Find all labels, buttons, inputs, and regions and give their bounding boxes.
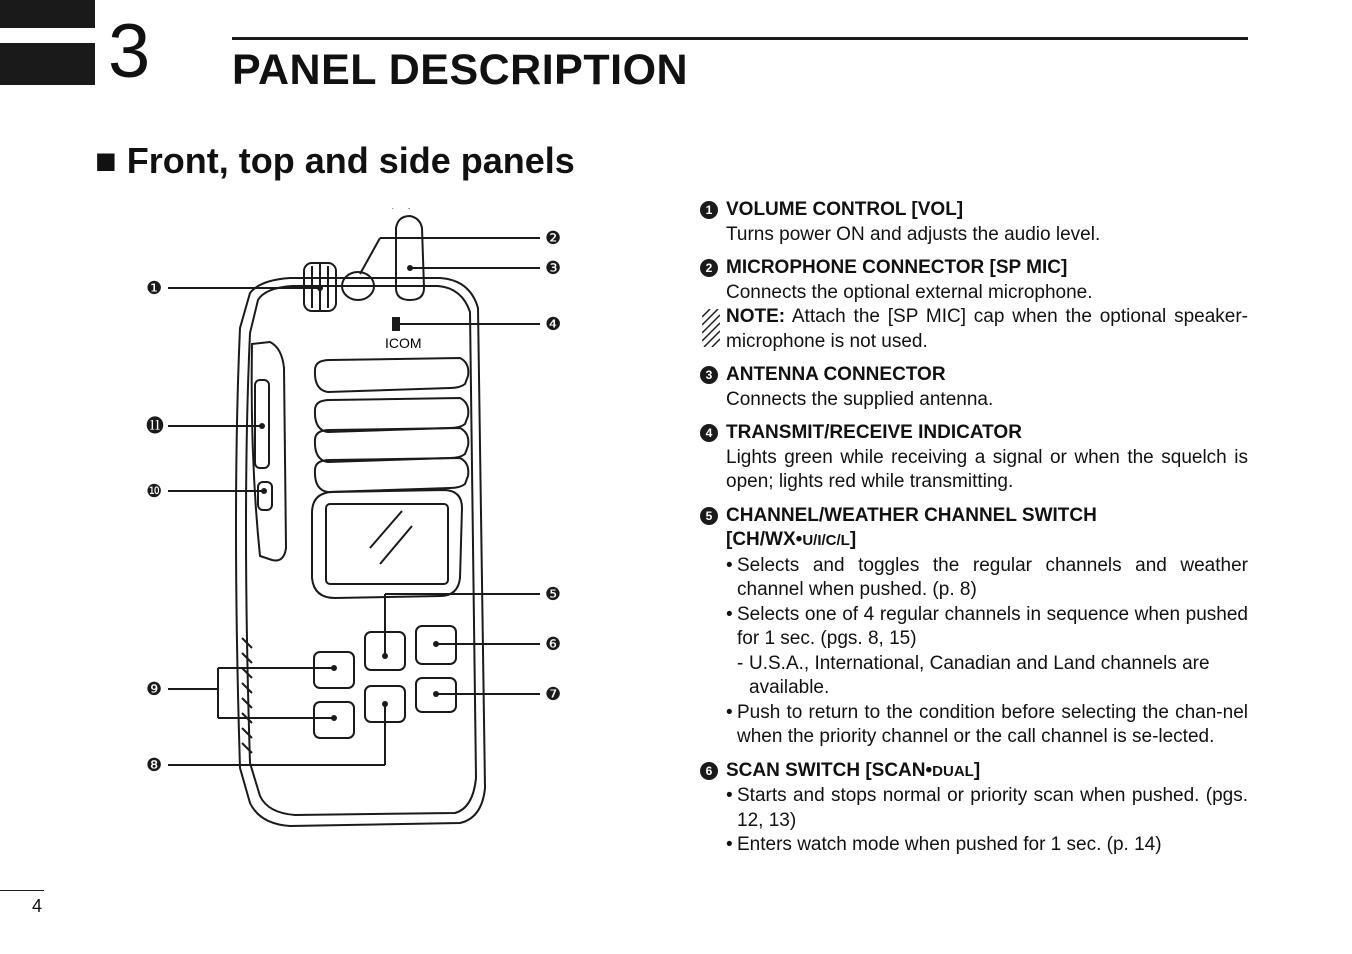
bullet-item: • Push to return to the condition before selecting the chan-nel when the priority channel or the call channel is se-lected. xyxy=(700,701,1248,750)
note-hatch-icon xyxy=(702,309,720,347)
item-volume-control xyxy=(700,198,1248,247)
item-title: CHANNEL/WEATHER CHANNEL SWITCH xyxy=(726,504,1097,526)
item-number: 1 xyxy=(700,201,718,219)
item-microphone-connector xyxy=(700,256,1248,354)
marker-10: ❿ xyxy=(146,481,163,502)
item-title: MICROPHONE CONNECTOR [SP MIC] xyxy=(726,257,1068,278)
item-text: Lights green while receiving a signal or when the squelch is open; lights red while transmitting. xyxy=(726,446,1248,492)
marker-9: ❾ xyxy=(146,679,163,700)
item-title-end: ] xyxy=(973,759,981,781)
item-title: TRANSMIT/RECEIVE INDICATOR xyxy=(726,422,1022,443)
marker-2: ❷ xyxy=(545,228,562,249)
marker-3: ❸ xyxy=(545,258,562,279)
item-antenna-connector xyxy=(700,363,1248,412)
title-rule xyxy=(232,37,1248,40)
item-number: 3 xyxy=(700,366,718,384)
bullet-item: • Selects and toggles the regular channels and weather channel when pushed. (p. 8) xyxy=(700,554,1248,603)
marker-5: ❺ xyxy=(545,584,562,605)
item-channel-weather-switch xyxy=(700,504,1248,750)
section-title: ■ Front, top and side panels xyxy=(95,140,575,181)
marker-4: ❹ xyxy=(545,314,562,335)
marker-11: ⓫ xyxy=(146,416,164,437)
item-title: ANTENNA CONNECTOR xyxy=(726,364,946,385)
bullet-item: • Enters watch mode when pushed for 1 sec. (p. 14) xyxy=(700,833,1248,858)
item-title: SCAN SWITCH [SCAN• xyxy=(726,759,933,781)
marker-8: ❽ xyxy=(146,755,163,776)
item-title: VOLUME CONTROL [VOL] xyxy=(726,199,964,220)
item-number: 2 xyxy=(700,259,718,277)
marker-6: ❻ xyxy=(545,634,562,655)
note-label: NOTE: xyxy=(726,306,786,327)
item-text: Turns power ON and adjusts the audio level. xyxy=(726,223,1101,245)
page-rule xyxy=(0,890,44,891)
brand-label: ICOM xyxy=(385,335,422,351)
chapter-tab-top xyxy=(0,0,95,28)
item-text: Connects the supplied antenna. xyxy=(726,388,994,410)
note xyxy=(700,305,1248,354)
item-number: 6 xyxy=(700,762,718,780)
item-title-small: DUAL xyxy=(932,762,974,780)
item-text: Connects the optional external microphone. xyxy=(726,281,1093,303)
item-title-small: U/I/C/L xyxy=(802,532,850,549)
item-title-line2: [CH/WX• xyxy=(726,529,803,550)
dash-item: - U.S.A., International, Canadian and Land channels are available. xyxy=(700,652,1248,701)
chapter-number: 3 xyxy=(108,9,151,94)
item-title-end: ] xyxy=(849,529,857,550)
bullet-item: • Starts and stops normal or priority scan when pushed. (pgs. 12, 13) xyxy=(700,784,1248,833)
item-number: 4 xyxy=(700,424,718,442)
item-number: 5 xyxy=(700,507,718,525)
item-scan-switch xyxy=(700,759,1248,858)
panel-descriptions xyxy=(700,198,1248,867)
item-tx-rx-indicator xyxy=(700,421,1248,495)
chapter-tab-bottom xyxy=(0,43,95,85)
bullet-item: • Selects one of 4 regular channels in sequence when pushed for 1 sec. (pgs. 8, 15) xyxy=(700,603,1248,652)
note-text: Attach the [SP MIC] cap when the optional speaker-microphone is not used. xyxy=(726,306,1248,352)
marker-7: ❼ xyxy=(545,684,562,705)
chapter-title: PANEL DESCRIPTION xyxy=(232,46,689,94)
radio-illustration xyxy=(140,208,580,848)
marker-1: ❶ xyxy=(146,278,163,299)
page-number: 4 xyxy=(32,896,43,916)
